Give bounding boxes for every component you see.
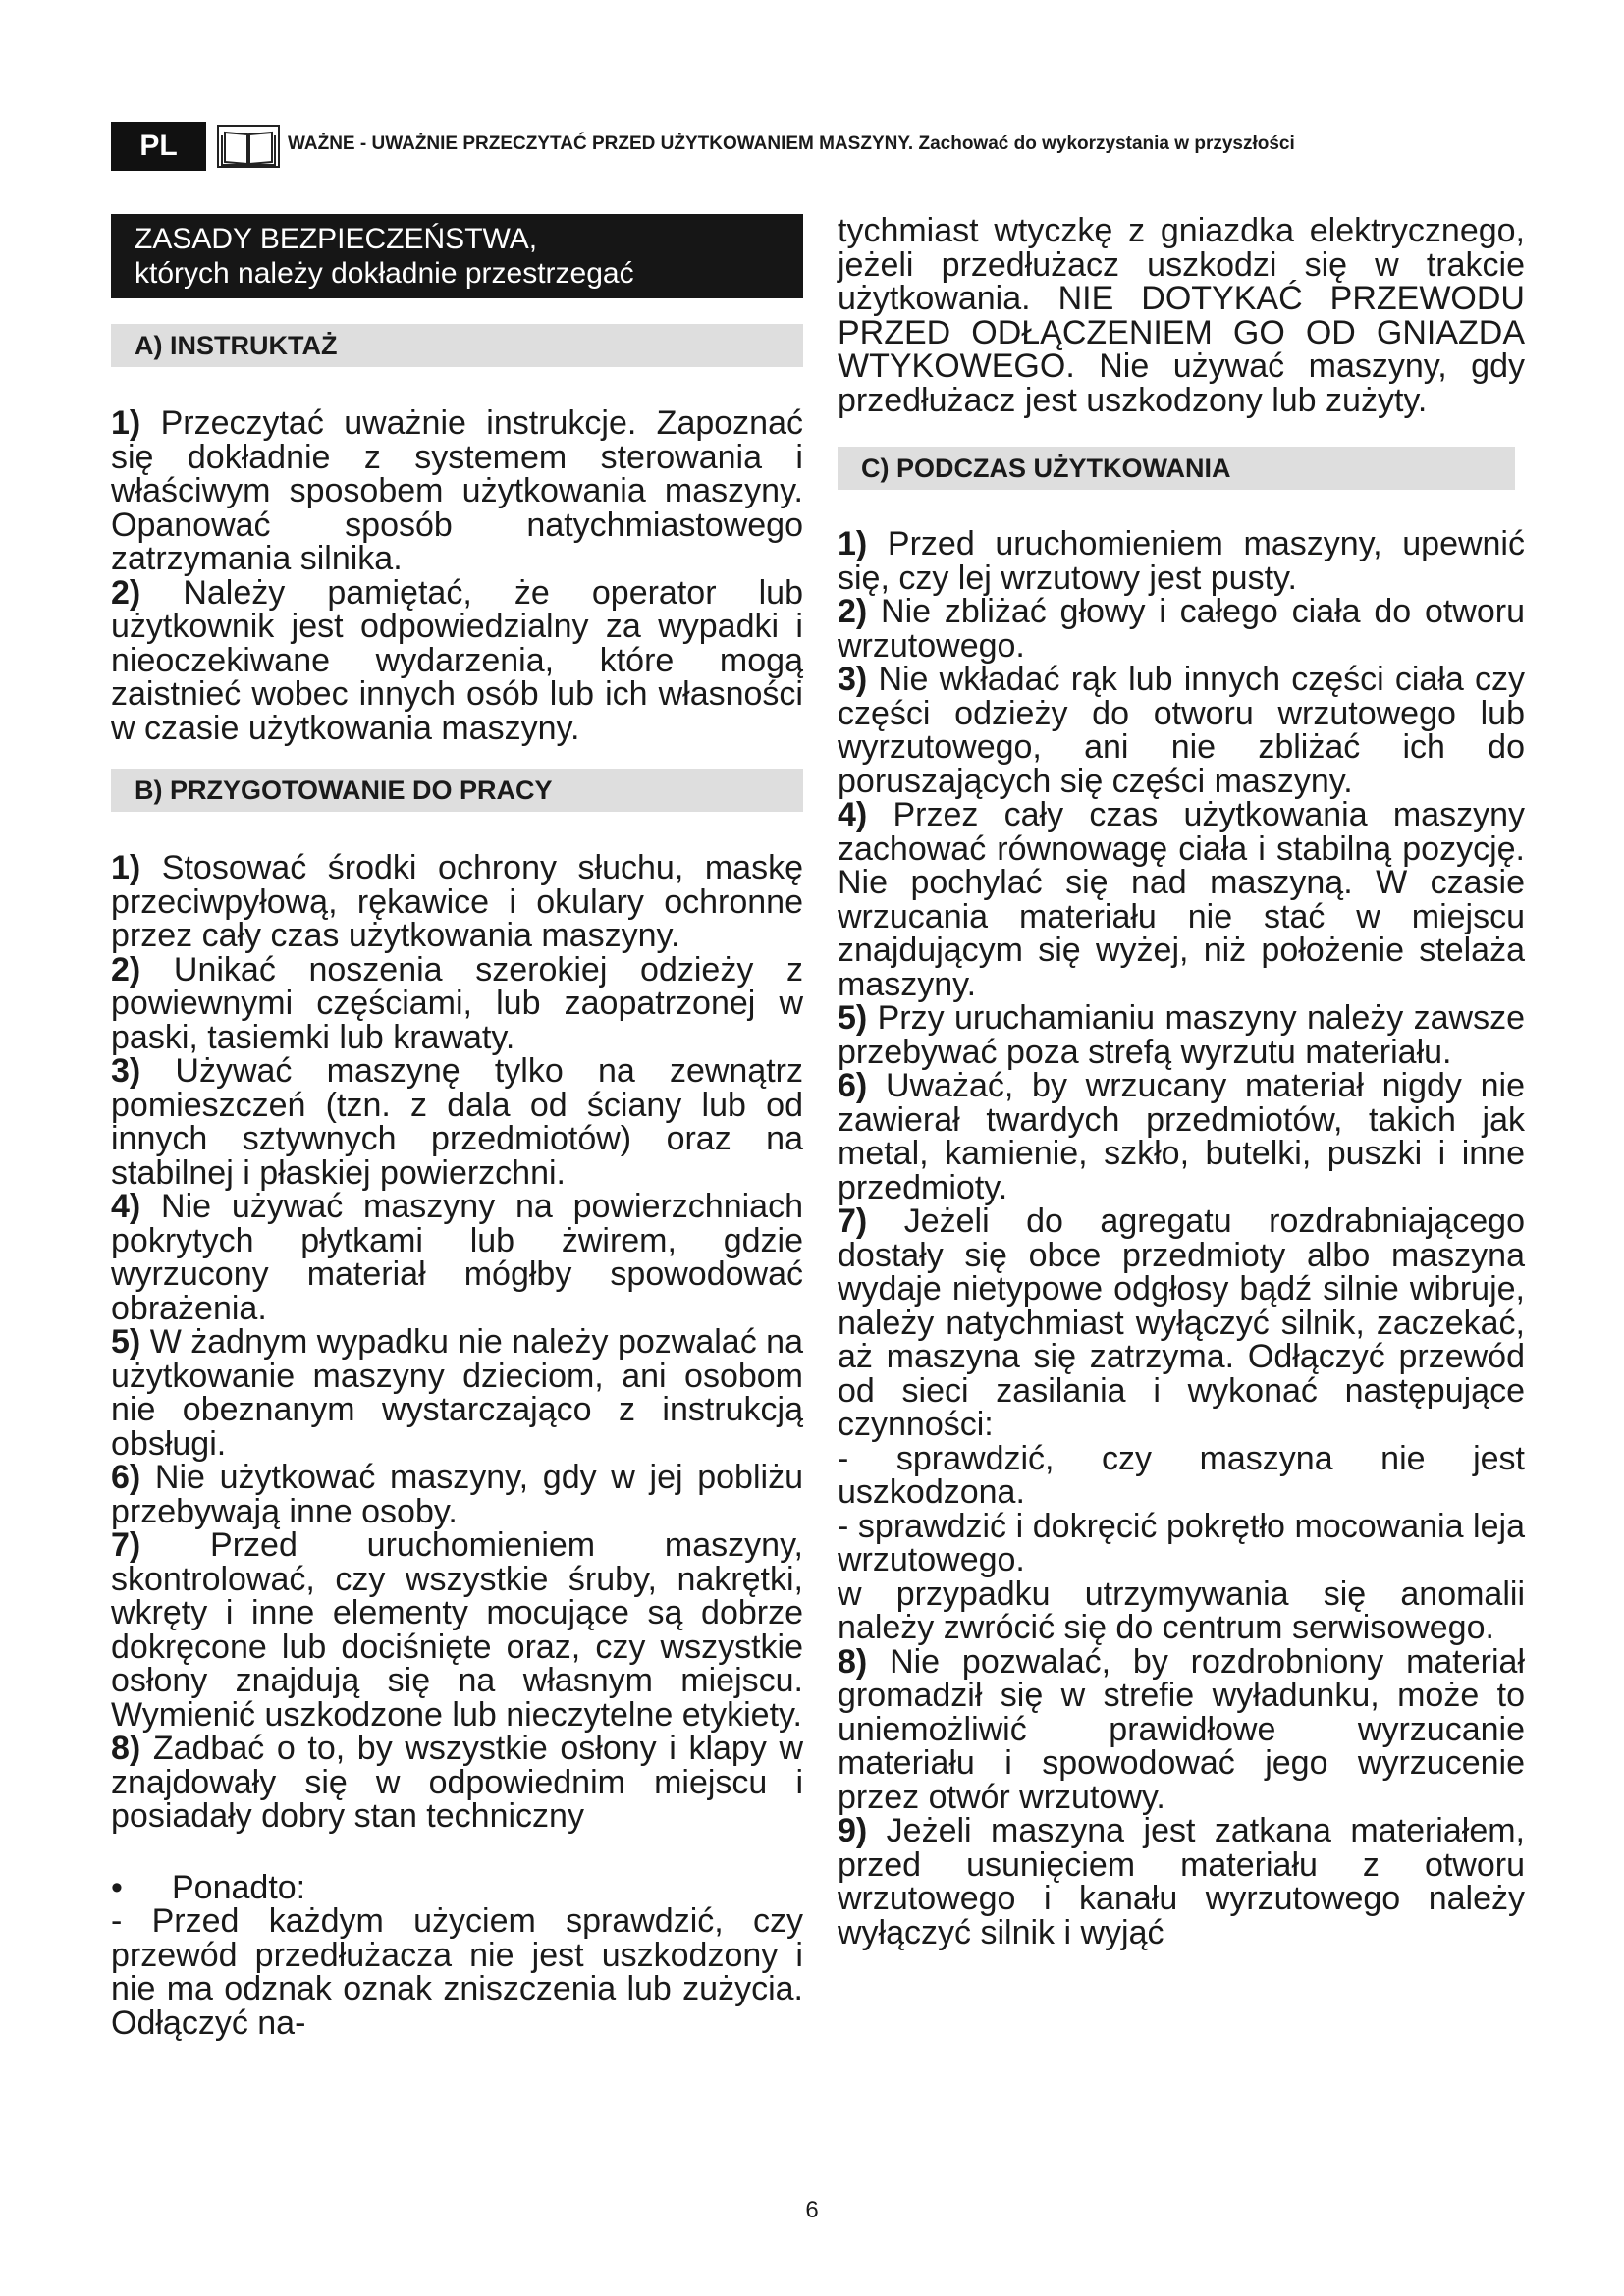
safety-title-line1: ZASADY BEZPIECZEŃSTWA,	[135, 223, 538, 255]
list-item: 5) W żadnym wypadku nie należy pozwalać na użytkowanie maszyny dzieciom, ani osobom nie obeznanym wystarczająco z instrukcją obsługi.	[111, 1323, 803, 1463]
list-item: 8) Zadbać o to, by wszystkie osłony i klapy w znajdowały się w odpowiednim miejscu i posiadały dobry stan techniczny	[111, 1730, 803, 1835]
list-item: 6) Nie użytkować maszyny, gdy w jej pobliżu przebywają inne osoby.	[111, 1459, 803, 1530]
list-item: 7) Przed uruchomieniem maszyny, skontrolować, czy wszystkie śruby, nakrętki, wkręty i inne elementy mocujące są dobrze dokręcone lub dociśnięte oraz, czy wszystkie osłony znajdują się na własnym miejscu. Wymienić uszkodzone lub nieczytelne etykiety.	[111, 1526, 803, 1734]
safety-title-line2: których należy dokładnie przestrzegać	[135, 257, 634, 290]
page-header	[111, 122, 1436, 171]
list-item: 1) Stosować środki ochrony słuchu, maskę przeciwpyłową, rękawice i okulary ochronne przez cały czas użytkowania maszyny.	[111, 849, 803, 954]
list-item: 3) Używać maszynę tylko na zewnątrz pomieszczeń (tzn. z dala od ściany lub od innych sztywnych przedmiotów) oraz na stabilnej i płaskiej powierzchni.	[111, 1052, 803, 1192]
list-item: 6) Uważać, by wrzucany materiał nigdy nie zawierał twardych przedmiotów, takich jak metal, kamienie, szkło, butelki, puszki i inne przedmioty.	[838, 1067, 1525, 1206]
list-item: 2) Nie zbliżać głowy i całego ciała do otworu wrzutowego.	[838, 593, 1525, 665]
open-book-icon	[217, 125, 280, 168]
section-a-title: A) INSTRUKTAŻ	[111, 324, 803, 367]
left-column	[111, 214, 803, 2040]
list-item: 8) Nie pozwalać, by rozdrobniony materiał gromadził się w strefie wyładunku, może to uniemożliwić prawidłowe wyrzucanie materiału i spowodować jego wyrzucenie przez otwór wrzutowy.	[838, 1642, 1525, 1816]
section-c-list	[838, 527, 1525, 1949]
right-intro: tychmiast wtyczkę z gniazdka elektrycznego, jeżeli przedłużacz uszkodzi się w trakcie użytkowania. NIE DOTYKAĆ PRZEWODU PRZED ODŁĄCZENIEM GO OD GNIAZDA WTYKOWEGO. Nie używać maszyny, gdy przedłużacz jest uszkodzony lub zużyty.	[838, 212, 1525, 419]
bullet-item: • Ponadto:	[111, 1868, 306, 1906]
list-item: 7) Jeżeli do agregatu rozdrabniającego dostały się obce przedmioty albo maszyna wydaje nietypowe odgłosy bądź silnie wibruje, należy natychmiast wyłączyć silnik, zaczekać, aż maszyna się zatrzyma. Odłączyć przewód od sieci zasilania i wykonać następujące czynności:	[838, 1202, 1525, 1443]
section-b-list	[111, 851, 803, 1834]
list-item: 9) Jeżeli maszyna jest zatkana materiałem, przed usunięciem materiału z otworu wrzutowego i kanału wyrzutowego należy wyłączyć silnik i wyjąć	[838, 1812, 1525, 1951]
page-number: 6	[805, 2197, 819, 2223]
bullet-block	[111, 1868, 803, 2042]
list-item: 5) Przy uruchamianiu maszyny należy zawsze przebywać poza strefą wyrzutu materiału.	[838, 999, 1525, 1071]
list-item: - sprawdzić, czy maszyna nie jest uszkodzona.	[838, 1439, 1525, 1511]
list-item: - sprawdzić i dokręcić pokrętło mocowania leja wrzutowego.	[838, 1507, 1525, 1578]
section-b-title: B) PRZYGOTOWANIE DO PRACY	[111, 769, 803, 812]
list-item: 4) Przez cały czas użytkowania maszyny zachować równowagę ciała i stabilną pozycję. Nie pochylać się nad maszyną. W czasie wrzucania materiału nie stać w miejscu znajdującym się wyżej, niż położenie stelaża maszyny.	[838, 796, 1525, 1003]
list-item: 1) Przed uruchomieniem maszyny, upewnić się, czy lej wrzutowy jest pusty.	[838, 525, 1525, 597]
right-column	[838, 214, 1525, 1949]
list-item: w przypadku utrzymywania się anomalii należy zwrócić się do centrum serwisowego.	[838, 1575, 1525, 1646]
safety-title-box	[111, 214, 803, 298]
section-c-title: C) PODCZAS UŻYTKOWANIA	[838, 447, 1515, 490]
list-item: 1) Przeczytać uważnie instrukcje. Zapoznać się dokładnie z systemem sterowania i właściwym sposobem użytkowania maszyny. Opanować sposób natychmiastowego zatrzymania silnika.	[111, 404, 803, 577]
list-item: 3) Nie wkładać rąk lub innych części ciała czy części odzieży do otworu wrzutowego lub wyrzutowego, ani nie zbliżać ich do poruszających się części maszyny.	[838, 661, 1525, 800]
language-badge: PL	[111, 122, 206, 171]
list-item: 2) Unikać noszenia szerokiej odzieży z powiewnymi częściami, lub zaopatrzonej w paski, tasiemki lub krawaty.	[111, 950, 803, 1056]
list-item: 2) Należy pamiętać, że operator lub użytkownik jest odpowiedzialny za wypadki i nieoczekiwane wydarzenia, które mogą zaistnieć wobec innych osób lub ich własności w czasie użytkowania maszyny.	[111, 573, 803, 747]
bullet-text: - Przed każdym użyciem sprawdzić, czy przewód przedłużacza nie jest uszkodzony i nie ma odznak oznak zniszczenia lub zużycia. Odłączyć na-	[111, 1902, 803, 2042]
header-notice: WAŻNE - UWAŻNIE PRZECZYTAĆ PRZED UŻYTKOWANIEM MASZYNY. Zachować do wykorzystania w przyszłości	[288, 133, 1295, 154]
section-a-list	[111, 406, 803, 745]
list-item: 4) Nie używać maszyny na powierzchniach pokrytych płytkami lub żwirem, gdzie wyrzucony materiał mógłby spowodować obrażenia.	[111, 1188, 803, 1327]
